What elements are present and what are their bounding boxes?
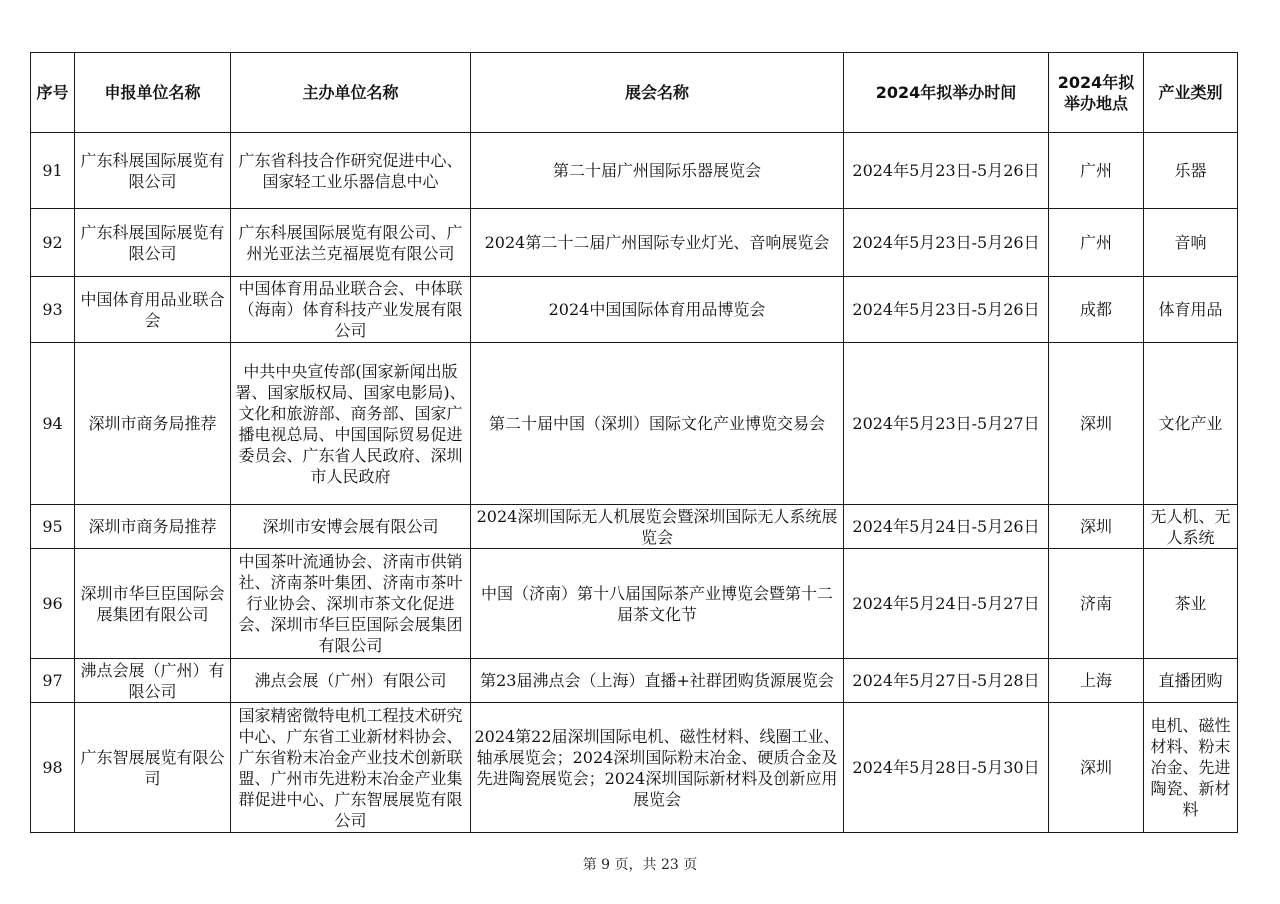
cell-applicant: 广东科展国际展览有限公司 (75, 209, 231, 277)
cell-time: 2024年5月24日-5月27日 (844, 549, 1049, 659)
cell-exhibition-name: 第23届沸点会（上海）直播+社群团购货源展览会 (471, 659, 844, 703)
table-row (31, 703, 1238, 833)
cell-category: 电机、磁性材料、粉末冶金、先进陶瓷、新材料 (1144, 703, 1238, 833)
header-time: 2024年拟举办时间 (844, 53, 1049, 133)
cell-organizer: 中国茶叶流通协会、济南市供销社、济南茶叶集团、济南市茶叶行业协会、深圳市茶文化促进会、深圳市华巨臣国际会展集团有限公司 (231, 549, 471, 659)
cell-category: 音响 (1144, 209, 1238, 277)
table-row (31, 659, 1238, 703)
cell-applicant: 中国体育用品业联合会 (75, 277, 231, 343)
cell-place: 深圳 (1049, 343, 1144, 505)
cell-exhibition-name: 第二十届广州国际乐器展览会 (471, 133, 844, 209)
cell-no: 91 (31, 133, 75, 209)
cell-applicant: 深圳市华巨臣国际会展集团有限公司 (75, 549, 231, 659)
cell-category: 茶业 (1144, 549, 1238, 659)
header-organizer: 主办单位名称 (231, 53, 471, 133)
cell-time: 2024年5月23日-5月27日 (844, 343, 1049, 505)
cell-category: 直播团购 (1144, 659, 1238, 703)
table-row (31, 549, 1238, 659)
header-exhibition-name: 展会名称 (471, 53, 844, 133)
cell-applicant: 深圳市商务局推荐 (75, 505, 231, 549)
exhibition-table (30, 52, 1238, 833)
cell-place: 深圳 (1049, 505, 1144, 549)
cell-place: 济南 (1049, 549, 1144, 659)
cell-category: 乐器 (1144, 133, 1238, 209)
cell-exhibition-name: 2024深圳国际无人机展览会暨深圳国际无人系统展览会 (471, 505, 844, 549)
cell-no: 92 (31, 209, 75, 277)
header-applicant: 申报单位名称 (75, 53, 231, 133)
cell-no: 98 (31, 703, 75, 833)
cell-exhibition-name: 2024中国国际体育用品博览会 (471, 277, 844, 343)
cell-organizer: 广东省科技合作研究促进中心、国家轻工业乐器信息中心 (231, 133, 471, 209)
cell-no: 95 (31, 505, 75, 549)
cell-time: 2024年5月23日-5月26日 (844, 133, 1049, 209)
header-category: 产业类别 (1144, 53, 1238, 133)
cell-exhibition-name: 中国（济南）第十八届国际茶产业博览会暨第十二届茶文化节 (471, 549, 844, 659)
cell-applicant: 深圳市商务局推荐 (75, 343, 231, 505)
cell-organizer: 深圳市安博会展有限公司 (231, 505, 471, 549)
header-no: 序号 (31, 53, 75, 133)
table-header-row (31, 53, 1238, 133)
table-row (31, 133, 1238, 209)
cell-category: 体育用品 (1144, 277, 1238, 343)
cell-organizer: 国家精密微特电机工程技术研究中心、广东省工业新材料协会、广东省粉末冶金产业技术创新联盟、广州市先进粉末冶金产业集群促进中心、广东智展展览有限公司 (231, 703, 471, 833)
cell-place: 成都 (1049, 277, 1144, 343)
cell-time: 2024年5月27日-5月28日 (844, 659, 1049, 703)
cell-no: 93 (31, 277, 75, 343)
cell-no: 97 (31, 659, 75, 703)
cell-applicant: 广东科展国际展览有限公司 (75, 133, 231, 209)
cell-organizer: 中国体育用品业联合会、中体联（海南）体育科技产业发展有限公司 (231, 277, 471, 343)
cell-applicant: 广东智展展览有限公司 (75, 703, 231, 833)
cell-time: 2024年5月23日-5月26日 (844, 277, 1049, 343)
page-footer: 第 9 页，共 23 页 (582, 857, 698, 873)
cell-time: 2024年5月28日-5月30日 (844, 703, 1049, 833)
table-row (31, 505, 1238, 549)
table-row (31, 277, 1238, 343)
cell-exhibition-name: 第二十届中国（深圳）国际文化产业博览交易会 (471, 343, 844, 505)
header-place: 2024年拟举办地点 (1049, 53, 1144, 133)
cell-time: 2024年5月23日-5月26日 (844, 209, 1049, 277)
cell-organizer: 中共中央宣传部(国家新闻出版署、国家版权局、国家电影局)、文化和旅游部、商务部、国家广播电视总局、中国国际贸易促进委员会、广东省人民政府、深圳市人民政府 (231, 343, 471, 505)
cell-organizer: 广东科展国际展览有限公司、广州光亚法兰克福展览有限公司 (231, 209, 471, 277)
cell-category: 无人机、无人系统 (1144, 505, 1238, 549)
cell-time: 2024年5月24日-5月26日 (844, 505, 1049, 549)
cell-place: 广州 (1049, 209, 1144, 277)
cell-exhibition-name: 2024第二十二届广州国际专业灯光、音响展览会 (471, 209, 844, 277)
cell-no: 94 (31, 343, 75, 505)
cell-no: 96 (31, 549, 75, 659)
cell-applicant: 沸点会展（广州）有限公司 (75, 659, 231, 703)
cell-place: 深圳 (1049, 703, 1144, 833)
table-row (31, 343, 1238, 505)
cell-organizer: 沸点会展（广州）有限公司 (231, 659, 471, 703)
cell-exhibition-name: 2024第22届深圳国际电机、磁性材料、线圈工业、轴承展览会；2024深圳国际粉末冶金、硬质合金及先进陶瓷展览会；2024深圳国际新材料及创新应用展览会 (471, 703, 844, 833)
cell-place: 广州 (1049, 133, 1144, 209)
table-row (31, 209, 1238, 277)
cell-place: 上海 (1049, 659, 1144, 703)
exhibition-table-container (30, 52, 1238, 833)
cell-category: 文化产业 (1144, 343, 1238, 505)
